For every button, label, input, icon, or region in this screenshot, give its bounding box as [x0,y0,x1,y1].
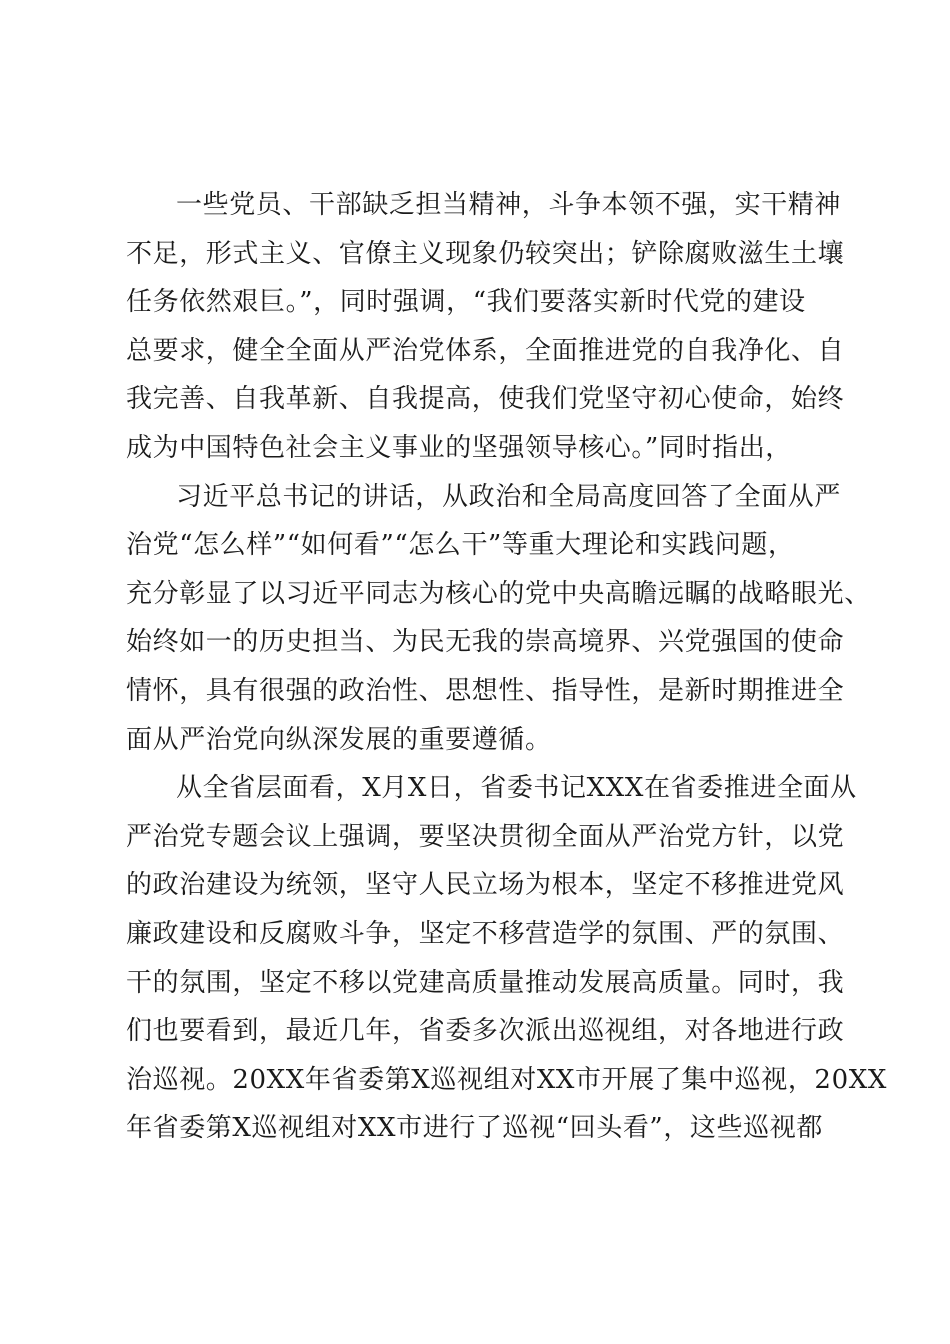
text-line: 一些党员、干部缺乏担当精神，斗争本领不强，实干精神 [176,190,842,220]
text-line: 习近平总书记的讲话，从政治和全局高度回答了全面从严 [176,481,842,512]
text-line: 面从严治党向纵深发展的重要遵循。 [126,724,552,755]
text-line: 情怀，具有很强的政治性、思想性、指导性，是新时期推进全 [126,675,845,706]
text-line: 我完善、自我革新、自我提高，使我们党坚守初心使命，始终 [126,384,845,415]
text-line: 的政治建设为统领，坚守人民立场为根本，坚定不移推进党风 [126,870,845,901]
text-line: 治党“怎么样”“如何看”“怎么干”等重大理论和实践问题， [126,530,795,561]
text-line: 总要求，健全全面从严治党体系，全面推进党的自我净化、自 [126,335,845,366]
text-line: 成为中国特色社会主义事业的坚强领导核心。”同时指出， [126,432,792,463]
text-line: 严治党专题会议上强调，要坚决贯彻全面从严治党方针，以党 [126,821,845,852]
text-line: 廉政建设和反腐败斗争，坚定不移营造学的氛围、严的氛围、 [126,918,845,949]
text-line: 始终如一的历史担当、为民无我的崇高境界、兴党强国的使命 [126,627,845,658]
paragraph-1 [126,181,845,473]
text-line: 治巡视。20XX年省委第X巡视组对XX市开展了集中巡视，20XX [126,1064,887,1095]
text-line: 不足，形式主义、官僚主义现象仍较突出；铲除腐败滋生土壤 [126,238,845,269]
text-line: 年省委第X巡视组对XX市进行了巡视“回头看”，这些巡视都 [126,1113,823,1144]
paragraph-3 [126,764,887,1153]
text-line: 充分彰显了以习近平同志为核心的党中央高瞻远瞩的战略眼光、 [126,578,871,609]
document-body [126,181,887,1153]
text-line: 们也要看到，最近几年，省委多次派出巡视组，对各地进行政 [126,1016,845,1047]
text-line: 从全省层面看，X月X日，省委书记XXX在省委推进全面从 [176,773,857,804]
paragraph-2 [126,473,871,765]
text-line: 干的氛围，坚定不移以党建高质量推动发展高质量。同时，我 [126,967,845,998]
text-line: 任务依然艰巨。”，同时强调，“我们要落实新时代党的建设 [126,287,806,318]
